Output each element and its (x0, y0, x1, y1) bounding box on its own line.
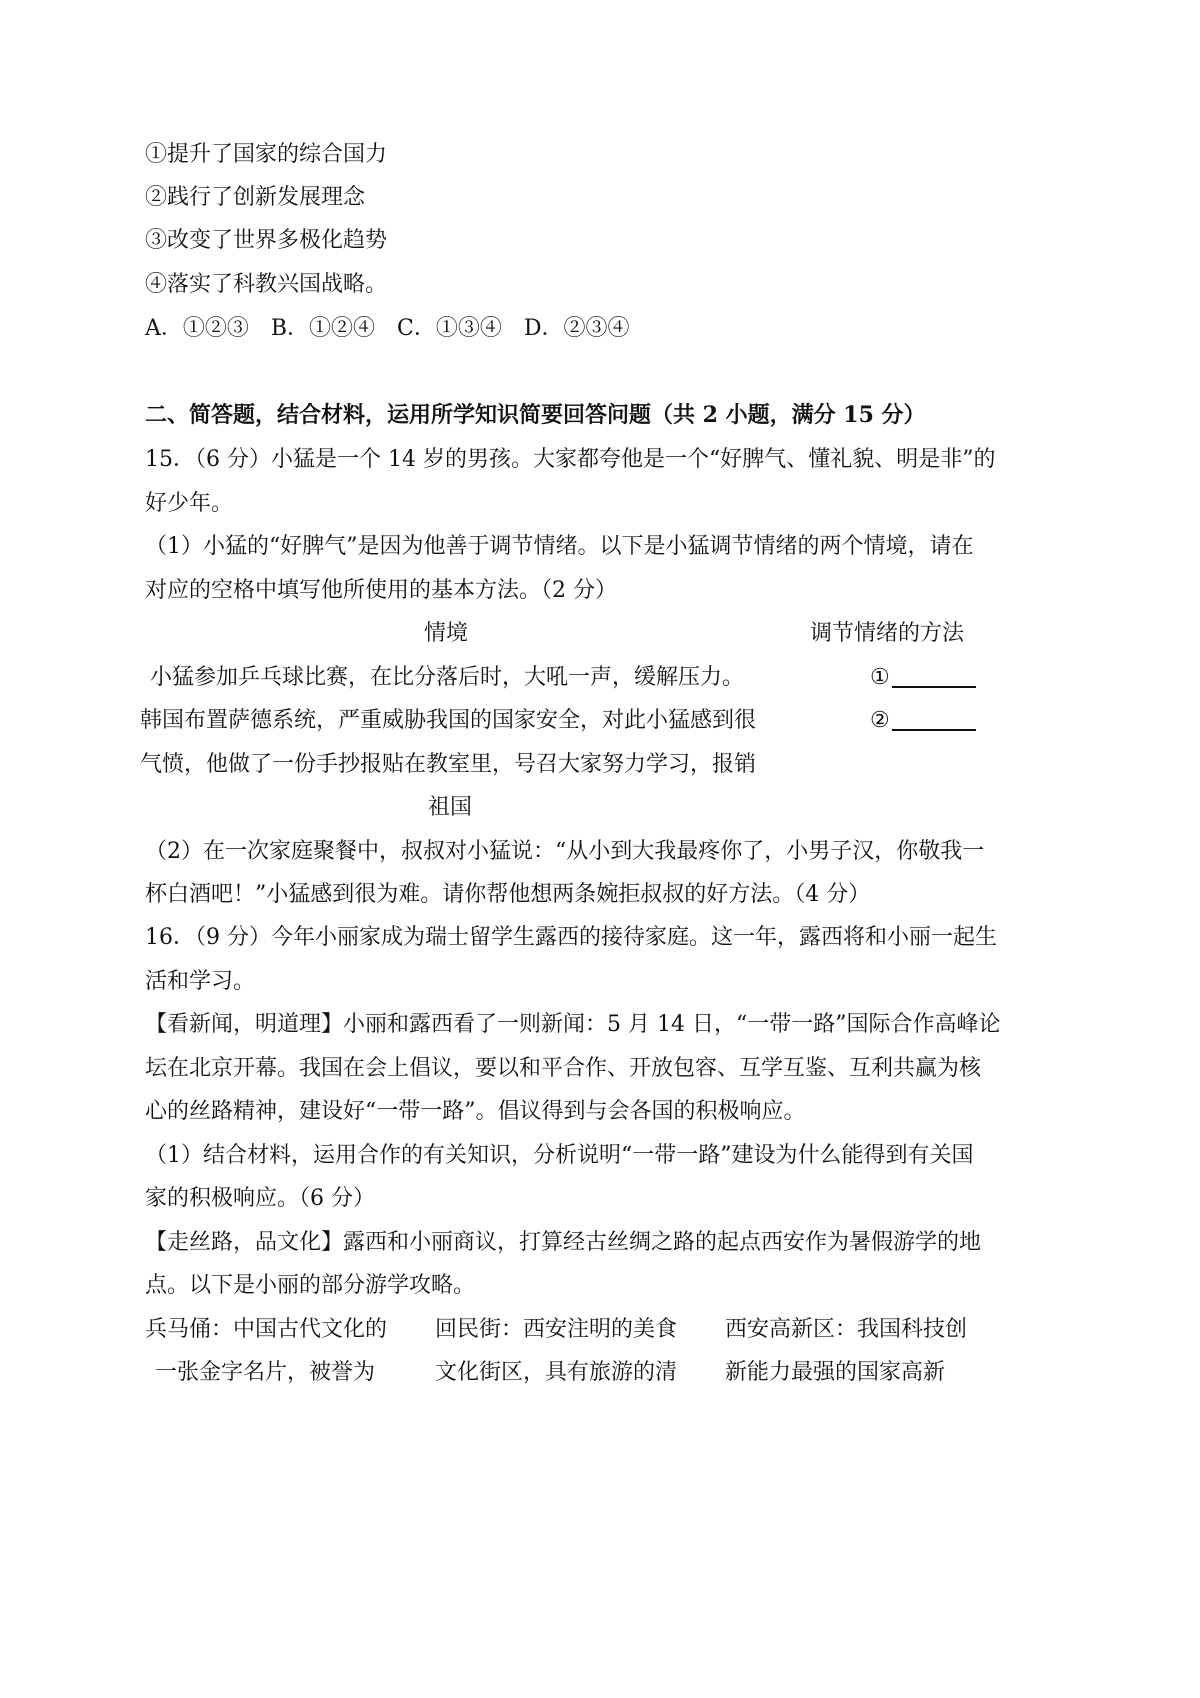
table-row2-situation-line3: 祖国 (428, 795, 473, 820)
option-2: ②践行了创新发展理念 (145, 185, 366, 210)
q15-sub1-line2: 对应的空格中填写他所使用的基本方法。（2 分） (145, 578, 617, 603)
section-heading: 二、简答题，结合材料，运用所学知识简要回答问题（共 2 小题，满分 15 分） (145, 402, 926, 428)
guide-col3-line2: 新能力最强的国家高新 (725, 1360, 946, 1385)
q16-stem-line1: 16．（9 分）今年小丽家成为瑞士留学生露西的接待家庭。这一年，露西将和小丽一起生 (145, 925, 997, 950)
table-row2-answer[interactable] (870, 706, 976, 736)
q16-news-line1: 【看新闻，明道理】小丽和露西看了一则新闻：5 月 14 日，“一带一路”国际合作高峰论 (145, 1012, 1001, 1037)
option-1: ①提升了国家的综合国力 (145, 142, 388, 167)
q15-sub2-line1: （2）在一次家庭聚餐中，叔叔对小猛说：“从小到大我最疼你了，小男子汉，你敬我一 (145, 839, 985, 864)
q15-sub2-line2: 杯白酒吧！”小猛感到很为难。请你帮他想两条婉拒叔叔的好方法。（4 分） (145, 882, 871, 907)
table-header-situation: 情境 (424, 621, 469, 646)
guide-col1-line1: 兵马俑：中国古代文化的 (145, 1317, 388, 1342)
q15-stem-line1: 15．（6 分）小猛是一个 14 岁的男孩。大家都夸他是一个“好脾气、懂礼貌、明是非”的 (145, 447, 996, 472)
table-row1-marker: ① (870, 665, 890, 690)
q16-silk-line1: 【走丝路，品文化】露西和小丽商议，打算经古丝绸之路的起点西安作为暑假游学的地 (145, 1230, 982, 1255)
answer-choices: A．①②③ B．①②④ C．①③④ D．②③④ (145, 316, 630, 341)
q15-stem-line2: 好少年。 (145, 491, 234, 516)
q16-sub1-line2: 家的积极响应。（6 分） (145, 1186, 375, 1211)
table-row1-answer[interactable] (870, 663, 976, 693)
guide-col1-line2: 一张金字名片，被誉为 (155, 1360, 376, 1385)
q16-news-line3: 心的丝路精神，建设好“一带一路”。倡议得到与会各国的积极响应。 (145, 1099, 806, 1124)
table-row2-situation-line1: 韩国布置萨德系统，严重威胁我国的国家安全，对此小猛感到很 (140, 708, 757, 733)
guide-col2-line2: 文化街区，具有旅游的清 (435, 1360, 678, 1385)
table-row2-situation-line2: 气愤，他做了一份手抄报贴在教室里，号召大家努力学习，报销 (140, 752, 757, 777)
option-3: ③改变了世界多极化趋势 (145, 228, 388, 253)
answer-blank-1[interactable] (892, 664, 976, 688)
option-4: ④落实了科教兴国战略。 (145, 272, 388, 297)
table-row2-marker: ② (870, 708, 890, 733)
guide-col2-line1: 回民街：西安注明的美食 (435, 1317, 678, 1342)
table-header-method: 调节情绪的方法 (810, 621, 965, 646)
q16-silk-line2: 点。以下是小丽的部分游学攻略。 (145, 1273, 476, 1298)
guide-col3-line1: 西安高新区：我国科技创 (725, 1317, 968, 1342)
q16-news-line2: 坛在北京开幕。我国在会上倡议，要以和平合作、开放包容、互学互鉴、互利共赢为核 (145, 1056, 982, 1081)
q15-sub1-line1: （1）小猛的“好脾气”是因为他善于调节情绪。以下是小猛调节情绪的两个情境，请在 (145, 534, 974, 559)
q16-sub1-line1: （1）结合材料，运用合作的有关知识，分析说明“一带一路”建设为什么能得到有关国 (145, 1143, 974, 1168)
table-row1-situation: 小猛参加乒乓球比赛，在比分落后时，大吼一声，缓解压力。 (150, 665, 745, 690)
answer-blank-2[interactable] (892, 707, 976, 731)
q16-stem-line2: 活和学习。 (145, 969, 256, 994)
